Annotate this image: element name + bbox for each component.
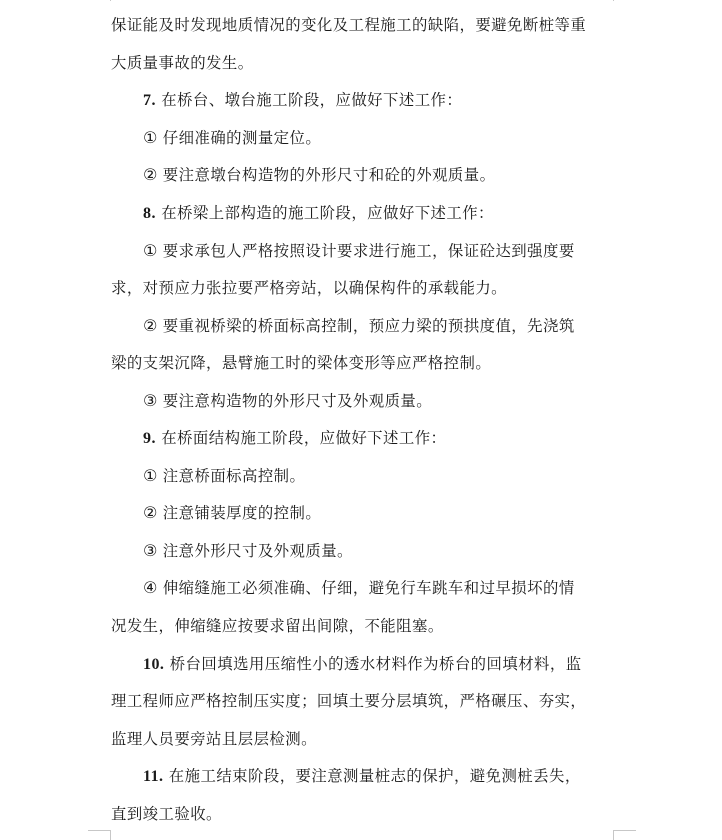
paragraph-text: 要注意构造物的外形尺寸及外观质量。 <box>162 392 433 410</box>
paragraph-text: 要重视桥梁的桥面标高控制，预应力梁的预拱度值，先浇筑 <box>162 317 575 335</box>
numbered-item-8 <box>143 200 494 226</box>
numbered-item-10 <box>143 651 582 677</box>
sub-item <box>143 538 353 564</box>
numbered-item-11 <box>143 763 581 789</box>
paragraph-text: 要求承包人严格按照设计要求进行施工，保证砼达到强度要 <box>162 242 575 260</box>
paragraph-text: 注意桥面标高控制。 <box>162 467 306 485</box>
margin-corner-mark <box>88 830 111 840</box>
sub-item <box>143 575 575 601</box>
paragraph-text: 注意外形尺寸及外观质量。 <box>162 542 353 560</box>
paragraph-text: 梁的支架沉降，悬臂施工时的梁体变形等应严格控制。 <box>111 354 492 372</box>
margin-corner-mark <box>613 0 636 1</box>
paragraph-text: 理工程师应严格控制压实度；回填土要分层填筑，严格碾压、夯实， <box>111 692 587 710</box>
paragraph-text: 大质量事故的发生。 <box>111 54 254 72</box>
paragraph-text: 况发生，伸缩缝应按要求留出间隙，不能阻塞。 <box>111 617 444 635</box>
circled-number: ② <box>143 503 158 522</box>
sub-item <box>143 388 432 414</box>
paragraph-text: 在施工结束阶段，要注意测量桩志的保护，避免测桩丢失， <box>163 767 581 785</box>
paragraph-text: 在桥面结构施工阶段，应做好下述工作： <box>155 429 447 447</box>
item-number: 8. <box>143 205 156 222</box>
sub-item <box>143 162 495 188</box>
numbered-item-7 <box>143 87 462 113</box>
text-line <box>111 275 507 301</box>
text-line <box>111 688 586 714</box>
paragraph-text: 在桥梁上部构造的施工阶段，应做好下述工作： <box>155 204 494 222</box>
paragraph-text: 仔细准确的测量定位。 <box>162 129 322 147</box>
margin-corner-mark <box>88 0 111 1</box>
text-line <box>111 50 254 76</box>
circled-number: ② <box>143 165 158 184</box>
sub-item <box>143 500 321 526</box>
circled-number: ③ <box>143 541 158 560</box>
sub-item <box>143 125 321 151</box>
item-number: 9. <box>143 430 156 447</box>
sub-item <box>143 463 305 489</box>
item-number: 7. <box>143 92 156 109</box>
circled-number: ① <box>143 128 158 147</box>
paragraph-text: 注意铺装厚度的控制。 <box>162 504 322 522</box>
text-line <box>111 801 222 827</box>
circled-number: ② <box>143 316 158 335</box>
text-line <box>111 613 444 639</box>
paragraph-text: 保证能及时发现地质情况的变化及工程施工的缺陷，要避免断桩等重 <box>111 16 587 34</box>
numbered-item-9 <box>143 425 446 451</box>
circled-number: ① <box>143 241 158 260</box>
item-number: 11. <box>143 768 164 785</box>
text-line <box>111 350 491 376</box>
paragraph-text: 在桥台、墩台施工阶段，应做好下述工作： <box>155 91 463 109</box>
text-line <box>111 726 317 752</box>
circled-number: ① <box>143 466 158 485</box>
text-line <box>111 12 586 38</box>
circled-number: ④ <box>143 578 158 597</box>
paragraph-text: 伸缩缝施工必须准确、仔细，避免行车跳车和过早损坏的情 <box>162 579 575 597</box>
sub-item <box>143 238 575 264</box>
margin-corner-mark <box>613 830 636 840</box>
paragraph-text: 监理人员要旁站且层层检测。 <box>111 730 317 748</box>
paragraph-text: 直到竣工验收。 <box>111 805 222 823</box>
paragraph-text: 桥台回填选用压缩性小的透水材料作为桥台的回填材料，监 <box>164 655 582 673</box>
paragraph-text: 要注意墩台构造物的外形尺寸和砼的外观质量。 <box>162 166 496 184</box>
item-number: 10. <box>143 656 165 673</box>
paragraph-text: 求，对预应力张拉要严格旁站，以确保构件的承载能力。 <box>111 279 508 297</box>
circled-number: ③ <box>143 391 158 410</box>
sub-item <box>143 313 575 339</box>
